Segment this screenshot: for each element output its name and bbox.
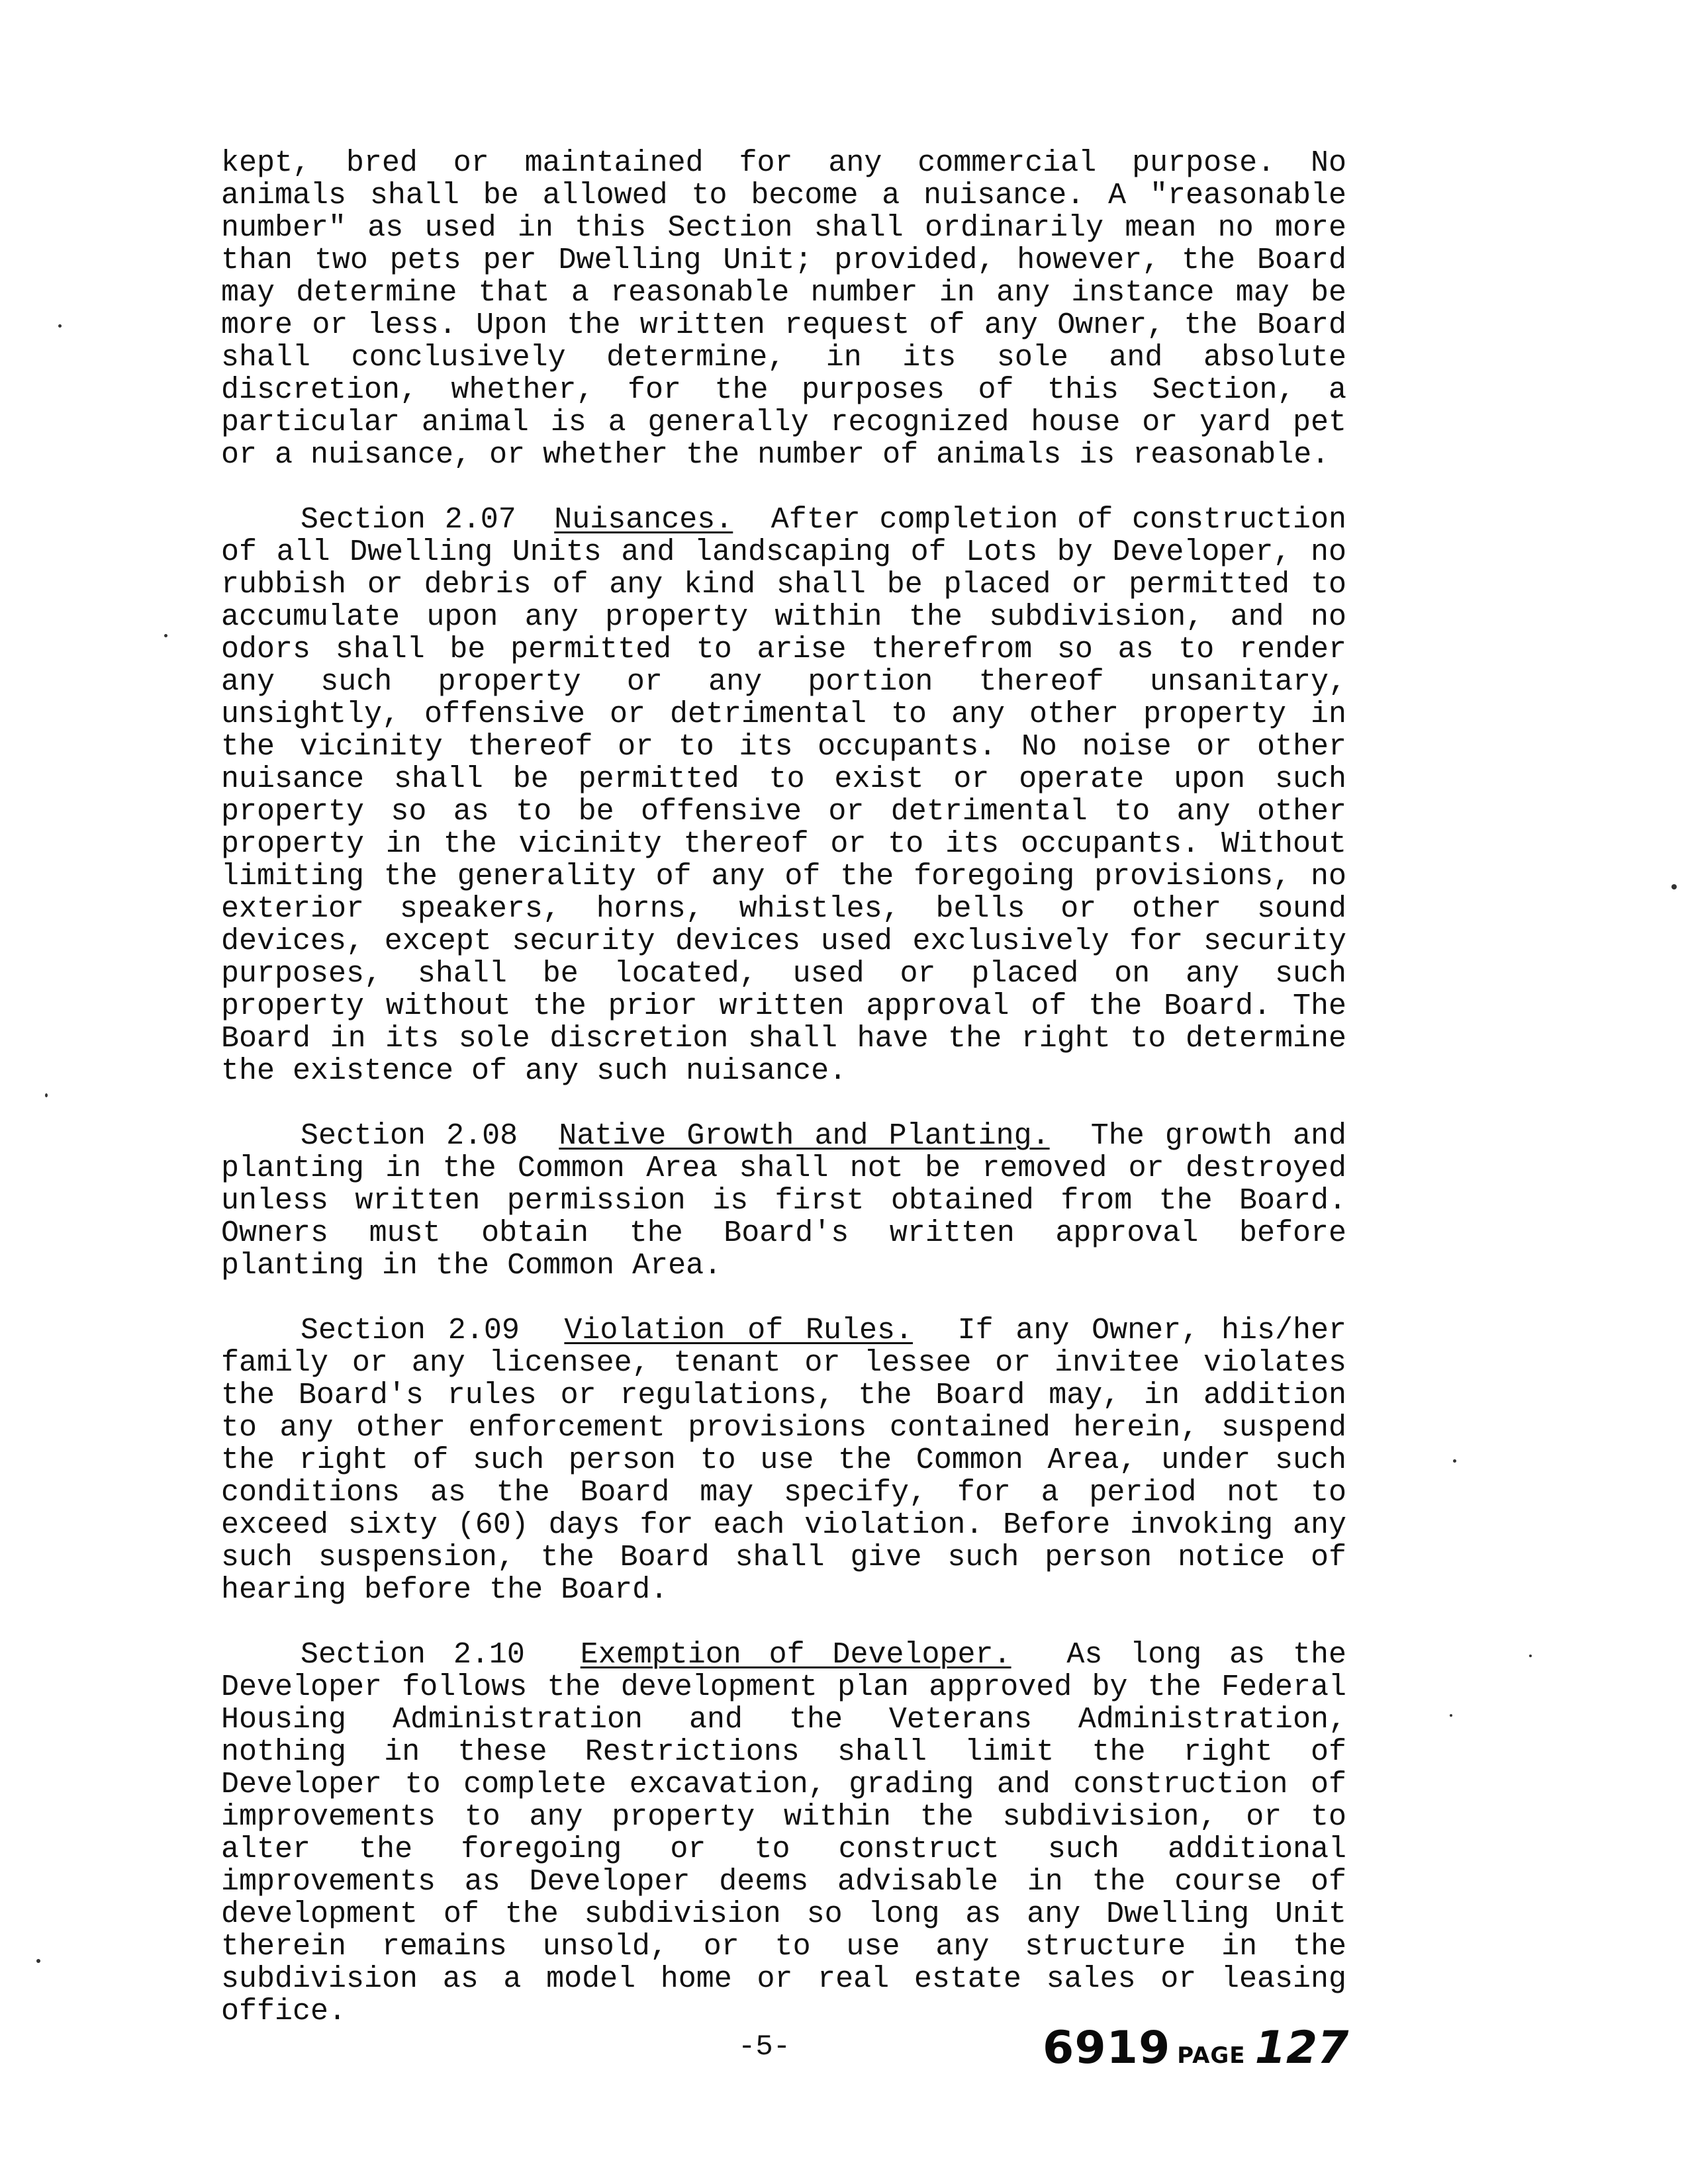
scan-speck xyxy=(1671,884,1677,889)
section-text: If any Owner, his/her family or any licensee, tenant or lessee or invitee violates the Board's rules or regulations, the Board may, in addition to any other enforcement provisions contained herein, suspend the right of such person to use the Common Area, under such conditions as the Board may specify, for a period not to exceed sixty (60) days for each violation. Before invoking any such suspension, the Board shall give such person notice of hearing before the Board. xyxy=(221,1314,1347,1607)
document-body xyxy=(221,147,1346,2060)
page-label: PAGE xyxy=(1177,2042,1246,2069)
section-2-08 xyxy=(221,1120,1346,1282)
page-number: -5- xyxy=(738,2030,791,2064)
section-heading: Exemption of Developer. xyxy=(580,1638,1011,1672)
section-2-09 xyxy=(221,1314,1346,1606)
scan-speck xyxy=(1450,1714,1452,1717)
section-number: Section 2.09 xyxy=(301,1314,520,1347)
scan-speck xyxy=(1453,1459,1456,1463)
section-heading: Violation of Rules. xyxy=(564,1314,914,1347)
scan-speck xyxy=(45,1093,48,1097)
continuation-paragraph: kept, bred or maintained for any commercial purpose. No animals shall be allowed to become a nuisance. A "reasonable number" as used in this Section shall ordinarily mean no more than two pets per Dwelling Unit; provided, however, the Board may determine that a reasonable number in any instance may be more or less. Upon the written request of any Owner, the Board shall conclusively determine, in its sole and absolute discretion, whether, for the purposes of this Section, a particular animal is a generally recognized house or yard pet or a nuisance, or whether the number of animals is reasonable. xyxy=(221,146,1346,472)
section-number: Section 2.08 xyxy=(301,1119,518,1153)
recorded-page-number: 127 xyxy=(1254,2022,1349,2074)
recording-stamp xyxy=(1043,2022,1348,2074)
scan-speck xyxy=(36,1959,40,1963)
section-number: Section 2.07 xyxy=(301,503,516,537)
section-text: After completion of construction of all Dwelling Units and landscaping of Lots by Developer, no rubbish or debris of any kind shall be placed or permitted to accumulate upon any property within the subdivision, and no odors shall be permitted to arise therefrom so as to render any such property or any portion thereof unsanitary, unsightly, offensive or detrimental to any other property in the vicinity thereof or to its occupants. No noise or other nuisance shall be permitted to exist or operate upon such property so as to be offensive or detrimental to any other property in the vicinity thereof or to its occupants. Without limiting the generality of any of the foregoing provisions, no exterior speakers, horns, whistles, bells or other sound devices, except security devices used exclusively for security purposes, shall be located, used or placed on any such property without the prior written approval of the Board. The Board in its sole discretion shall have the right to determine the existence of any such nuisance. xyxy=(221,503,1347,1088)
section-heading: Native Growth and Planting. xyxy=(559,1119,1050,1153)
scan-speck xyxy=(58,324,62,328)
section-text: The growth and planting in the Common Area shall not be removed or destroyed unless written permission is first obtained from the Board. Owners must obtain the Board's written approval before planting in the Common Area. xyxy=(221,1119,1346,1283)
section-number: Section 2.10 xyxy=(301,1638,525,1672)
section-2-07 xyxy=(221,504,1346,1087)
section-2-10 xyxy=(221,1639,1346,2028)
section-heading: Nuisances. xyxy=(554,503,733,537)
book-number: 6919 xyxy=(1043,2022,1171,2074)
section-text: As long as the Developer follows the development plan approved by the Federal Housing Administration and the Veterans Administration, nothing in these Restrictions shall limit the right of Developer to complete excavation, grading and construction of improvements to any property within the subdivision, or to alter the foregoing or to construct such additional improvements as Developer deems advisable in the course of development of the subdivision so long as any Dwelling Unit therein remains unsold, or to use any structure in the subdivision as a model home or real estate sales or leasing office. xyxy=(221,1638,1347,2028)
scan-speck xyxy=(1529,1655,1532,1657)
scan-speck xyxy=(164,634,167,637)
